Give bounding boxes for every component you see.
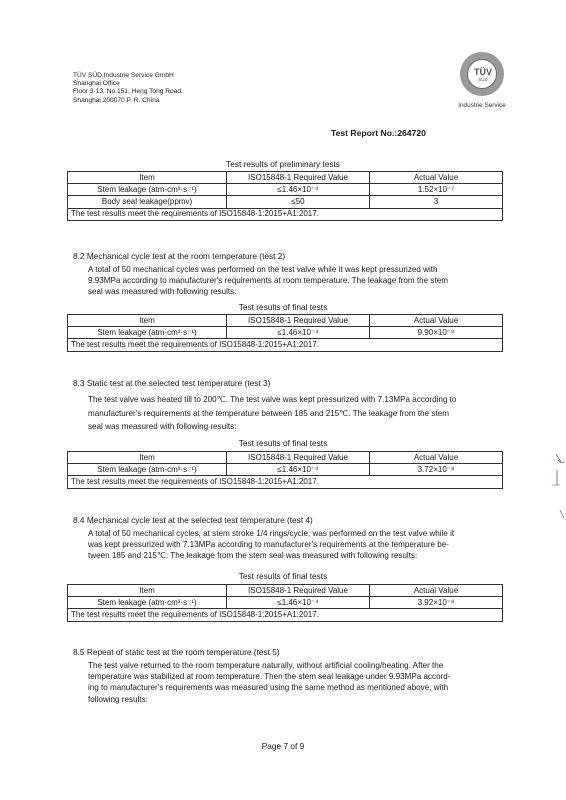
col-header-required: ISO15848-1 Required Value — [227, 172, 370, 184]
table-note: The test results meet the requirements of ISO15848-1:2015+A1:2017. — [68, 339, 503, 351]
table-note: The test results meet the requirements of ISO15848-1:2015+A1:2017. — [68, 609, 503, 621]
section-8-5-heading: 8.5 Repeat of static test at the room temperature (test 5) — [73, 647, 280, 657]
office-name: Shanghai Office — [73, 80, 120, 88]
table-row — [68, 327, 503, 339]
col-header-actual: Actual Value — [370, 315, 503, 327]
col-header-actual: Actual Value — [370, 452, 503, 464]
table-note-row — [68, 609, 503, 621]
cell-actual: 1.52×10⁻⁷ — [370, 184, 503, 196]
col-header-item: Item — [68, 172, 227, 184]
cell-item: Stem leakage (atm·cm³·s⁻¹) — [68, 184, 227, 196]
table-row — [68, 597, 503, 609]
table-header-row — [68, 585, 503, 597]
section-8-2-heading: 8.2 Mechanical cycle test at the room temperature (test 2) — [73, 251, 286, 261]
cell-actual: 3.92×10⁻⁸ — [370, 597, 503, 609]
section-8-2-results-table — [67, 314, 503, 352]
table-row — [68, 184, 503, 196]
company-name: TÜV SÜD Industrie Service GmbH — [73, 72, 174, 79]
cell-required: ≤1.46×10⁻⁴ — [227, 327, 370, 339]
table-note-row — [68, 208, 503, 220]
col-header-item: Item — [68, 452, 227, 464]
cell-actual: 3 — [370, 196, 503, 208]
cell-required: ≤50 — [227, 196, 370, 208]
section-8-3-heading: 8.3 Static test at the selected test temperature (test 3) — [73, 378, 271, 388]
section-8-4-heading: 8.4 Mechanical cycle test at the selected test temperature (test 4) — [73, 515, 313, 525]
table-header-row — [68, 452, 503, 464]
street-address: Floor 3-13, No.151, Heng Tong Road, — [73, 88, 183, 96]
table-note: The test results meet the requirements of ISO15848-1:2015+A1:2017. — [68, 476, 503, 488]
stamp-edge-marks — [548, 452, 566, 532]
table-note-row — [68, 339, 503, 351]
preliminary-table-caption: Test results of preliminary tests — [226, 159, 340, 169]
col-header-item: Item — [68, 585, 227, 597]
col-header-actual: Actual Value — [370, 172, 503, 184]
col-header-item: Item — [68, 315, 227, 327]
logo-badge-icon: TÜV SÜD — [460, 52, 504, 96]
table-header-row — [68, 315, 503, 327]
section-8-5-text: The test valve returned to the room temperature naturally, without artificial cooling/heating. After the temperature was stabilized at room temperature. Then the stem seal leakage under 9.93MPa accord- ing to manufacturer's requirements was measured using the same method as mentioned above, with following results: — [88, 661, 451, 704]
report-number: Test Report No.:264720 — [331, 128, 426, 138]
section-8-2-text: A total of 50 mechanical cycles was performed on the test valve while it was kept pressurized with 9.93MPa according to manufacturer's requirements at room temperature. The leakage from the stem seal was measured with following results: — [88, 265, 448, 297]
table-note-row — [68, 476, 503, 488]
section-8-3-results-table — [67, 451, 503, 489]
section-8-3-text: The test valve was heated till to 200℃. The test valve was kept pressurized with 7.13MPa according to manufacturer's requirements at the temperature between 185 and 215℃. The leakage from the stem seal was measured with following results: — [88, 395, 457, 431]
cell-actual: 9.90×10⁻⁸ — [370, 327, 503, 339]
preliminary-results-table — [67, 171, 503, 221]
table-header-row — [68, 172, 503, 184]
col-header-required: ISO15848-1 Required Value — [227, 452, 370, 464]
col-header-required: ISO15848-1 Required Value — [227, 315, 370, 327]
tuv-logo — [452, 52, 512, 114]
table-note: The test results meet the requirements of ISO15848-1:2015+A1:2017. — [68, 208, 503, 220]
cell-item: Stem leakage (atm·cm³·s⁻¹) — [68, 464, 227, 476]
section-8-3-table-caption: Test results of final tests — [238, 438, 328, 448]
section-8-4-results-table — [67, 584, 503, 622]
logo-caption: Industrie Service — [458, 102, 506, 109]
cell-required: ≤1.46×10⁻⁴ — [227, 464, 370, 476]
table-row — [68, 196, 503, 208]
cell-actual: 3.72×10⁻⁸ — [370, 464, 503, 476]
cell-required: ≤1.46×10⁻⁴ — [227, 184, 370, 196]
cell-item: Stem leakage (atm·cm³·s⁻¹) — [68, 327, 227, 339]
cell-required: ≤1.46×10⁻⁴ — [227, 597, 370, 609]
page-number: Page 7 of 9 — [261, 741, 305, 751]
city-address: Shanghai 200070 P. R. China — [73, 96, 160, 104]
col-header-required: ISO15848-1 Required Value — [227, 585, 370, 597]
company-address — [73, 72, 183, 105]
section-8-2-table-caption: Test results of final tests — [238, 302, 328, 312]
col-header-actual: Actual Value — [370, 585, 503, 597]
section-8-4-table-caption: Test results of final tests — [238, 571, 328, 581]
cell-item: Body seal leakage(ppmv) — [68, 196, 227, 208]
cell-item: Stem leakage (atm·cm³·s⁻¹) — [68, 597, 227, 609]
section-8-4-text: A total of 50 mechanical cycles, at stem stroke 1/4 rings/cycle, was performed on the test valve while it was kept pressurized with 7.13MPa according to manufacturer's requirements at the temperature be- tween 185 and 215℃. The leakage from the stem seal was measured with following results: — [88, 529, 455, 561]
table-row — [68, 464, 503, 476]
